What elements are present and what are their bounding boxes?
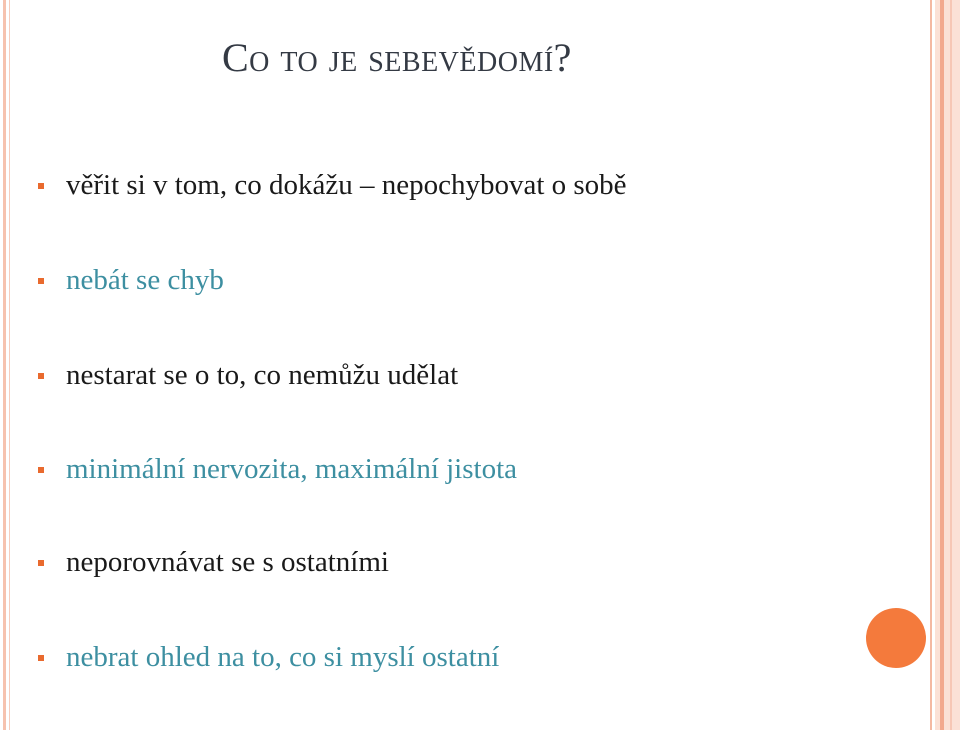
frame-line-right-3 <box>950 0 952 730</box>
bullet-text: nebát se chyb <box>66 264 224 296</box>
bullet-item <box>38 643 499 672</box>
bullet-item <box>38 455 517 484</box>
bullet-item <box>38 266 224 295</box>
square-bullet-icon <box>38 278 44 284</box>
slide-title: Co to je sebevědomí? <box>222 35 572 80</box>
frame-line-left-inner <box>9 0 10 730</box>
square-bullet-icon <box>38 655 44 661</box>
square-bullet-icon <box>38 560 44 566</box>
square-bullet-icon <box>38 373 44 379</box>
bullet-text: minimální nervozita, maximální jistota <box>66 453 518 485</box>
bullet-item <box>38 171 627 200</box>
frame-line-right-2 <box>940 0 944 730</box>
decorative-circle <box>866 608 926 668</box>
bullet-item <box>38 361 458 390</box>
frame-line-left <box>3 0 6 730</box>
bullet-item <box>38 548 389 577</box>
frame-line-right-1 <box>930 0 932 730</box>
square-bullet-icon <box>38 183 44 189</box>
bullet-text: nestarat se o to, co nemůžu udělat <box>66 359 459 391</box>
bullet-text: věřit si v tom, co dokážu – nepochybovat o sobě <box>66 169 627 201</box>
square-bullet-icon <box>38 467 44 473</box>
bullet-text: neporovnávat se s ostatními <box>66 546 389 578</box>
frame-band-right <box>935 0 960 730</box>
bullet-text: nebrat ohled na to, co si myslí ostatní <box>66 641 500 673</box>
